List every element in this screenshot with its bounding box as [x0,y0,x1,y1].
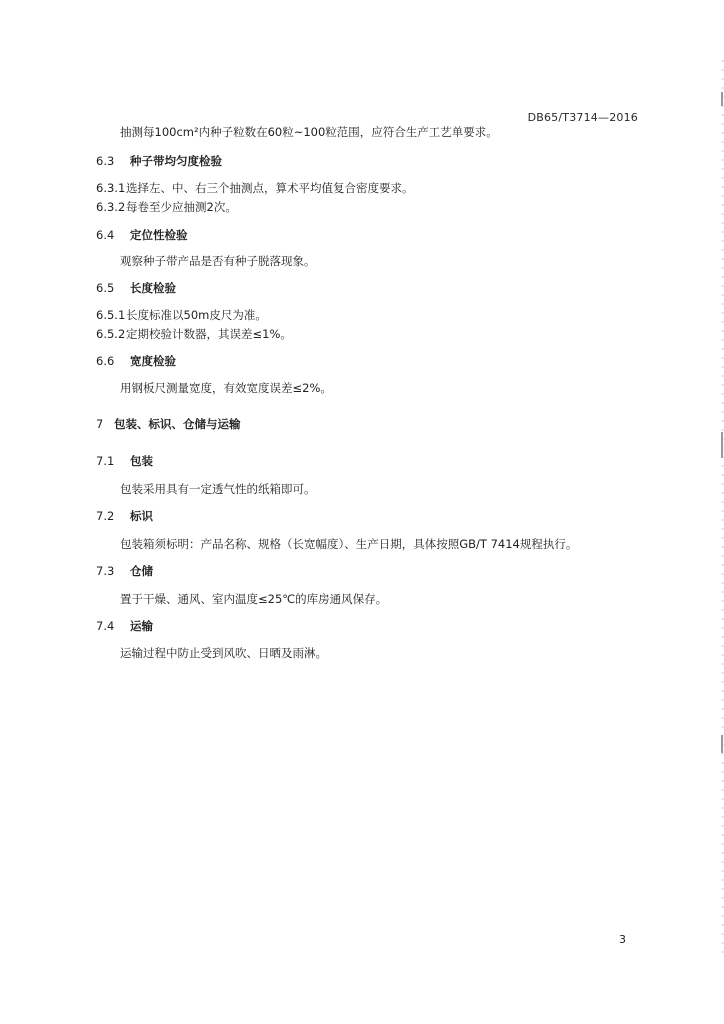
item-number: 6.3.1 [96,181,126,195]
item-text: 定期校验计数器，其误差≤1%。 [126,327,292,341]
section-7-1-text: 包装采用具有一定透气性的纸箱即可。 [120,482,316,496]
heading-title: 长度检验 [130,281,176,295]
heading-7-4 [96,619,153,633]
heading-7-1 [96,454,153,468]
heading-7-2 [96,509,153,523]
section-7-2-text: 包装箱须标明：产品名称、规格（长宽幅度）、生产日期，具体按照GB/T 7414规程执行。 [120,537,578,551]
page-number: 3 [619,933,626,946]
item-text: 每卷至少应抽测2次。 [126,200,237,214]
heading-title: 运输 [130,619,153,633]
scan-mark [721,432,723,458]
heading-number: 6.5 [96,281,115,295]
heading-number: 6.6 [96,354,115,368]
heading-number: 6.4 [96,228,115,242]
heading-title: 定位性检验 [130,228,188,242]
section-6-2-tail-text: 抽测每100cm²内种子粒数在60粒~100粒范围，应符合生产工艺单要求。 [120,125,498,139]
item-number: 6.5.2 [96,327,126,341]
item-number: 6.3.2 [96,200,126,214]
heading-number: 7 [96,417,104,431]
section-7-3-text: 置于干燥、通风、室内温度≤25℃的库房通风保存。 [120,592,388,606]
heading-number: 7.2 [96,509,115,523]
heading-title: 包装、标识、仓储与运输 [114,417,241,431]
item-text: 长度标准以50m皮尺为准。 [126,308,267,322]
heading-title: 包装 [130,454,153,468]
item-text: 选择左、中、右三个抽测点，算术平均值复合密度要求。 [126,181,414,195]
section-7-4-text: 运输过程中防止受到风吹、日晒及雨淋。 [120,646,327,660]
heading-6-5 [96,281,176,295]
heading-number: 7.3 [96,564,115,578]
heading-7-3 [96,564,153,578]
item-6-5-1 [96,308,267,322]
item-6-5-2 [96,327,292,341]
heading-title: 宽度检验 [130,354,176,368]
heading-6-4 [96,228,188,242]
heading-6-6 [96,354,176,368]
heading-number: 7.1 [96,454,115,468]
heading-title: 标识 [130,509,153,523]
heading-number: 6.3 [96,154,115,168]
item-number: 6.5.1 [96,308,126,322]
heading-title: 种子带均匀度检验 [130,154,222,168]
standard-code: DB65/T3714—2016 [527,111,638,124]
scan-mark [721,92,723,106]
scan-mark [721,735,723,753]
item-6-3-2 [96,200,237,214]
heading-7 [96,417,241,431]
heading-6-3 [96,154,222,168]
section-6-6-text: 用钢板尺测量宽度，有效宽度误差≤2%。 [120,381,332,395]
heading-title: 仓储 [130,564,153,578]
heading-number: 7.4 [96,619,115,633]
item-6-3-1 [96,181,414,195]
section-6-4-text: 观察种子带产品是否有种子脱落现象。 [120,254,316,268]
